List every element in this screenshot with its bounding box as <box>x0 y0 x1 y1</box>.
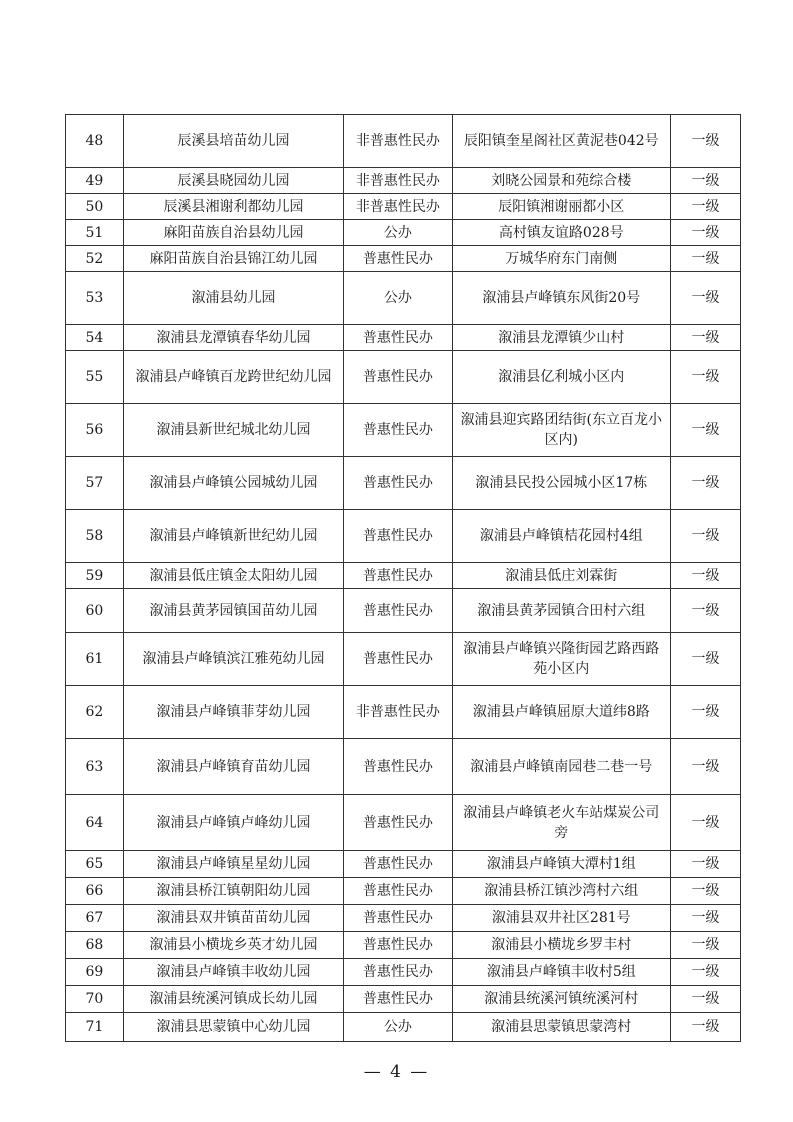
address-cell: 溆浦县龙潭镇少山村 <box>452 325 670 351</box>
row-number-cell: 66 <box>66 878 124 905</box>
row-number-cell: 71 <box>66 1013 124 1042</box>
row-number-cell: 68 <box>66 932 124 959</box>
operation-type-cell: 普惠性民办 <box>344 851 453 878</box>
kindergarten-name-cell: 溆浦县新世纪城北幼儿园 <box>123 404 343 457</box>
kindergarten-name-cell: 麻阳苗族自治县幼儿园 <box>123 220 343 246</box>
kindergarten-name-cell: 溆浦县黄茅园镇国苗幼儿园 <box>123 589 343 633</box>
row-number-cell: 61 <box>66 633 124 686</box>
table-row <box>66 851 741 878</box>
table-row <box>66 272 741 325</box>
row-number-cell: 57 <box>66 457 124 510</box>
grade-level-cell: 一级 <box>670 686 740 739</box>
row-number-cell: 65 <box>66 851 124 878</box>
kindergarten-name-cell: 溆浦县卢峰镇新世纪幼儿园 <box>123 510 343 563</box>
address-cell: 溆浦县桥江镇沙湾村六组 <box>452 878 670 905</box>
kindergarten-name-cell: 溆浦县统溪河镇成长幼儿园 <box>123 986 343 1013</box>
address-cell: 溆浦县亿利城小区内 <box>452 351 670 404</box>
kindergarten-table <box>65 114 741 1042</box>
row-number-cell: 67 <box>66 905 124 932</box>
grade-level-cell: 一级 <box>670 325 740 351</box>
kindergarten-name-cell: 溆浦县思蒙镇中心幼儿园 <box>123 1013 343 1042</box>
row-number-cell: 54 <box>66 325 124 351</box>
row-number-cell: 55 <box>66 351 124 404</box>
operation-type-cell: 公办 <box>344 220 453 246</box>
row-number-cell: 52 <box>66 246 124 272</box>
operation-type-cell: 公办 <box>344 272 453 325</box>
grade-level-cell: 一级 <box>670 272 740 325</box>
row-number-cell: 50 <box>66 194 124 220</box>
operation-type-cell: 普惠性民办 <box>344 563 453 589</box>
table-row <box>66 878 741 905</box>
table-row <box>66 1013 741 1042</box>
grade-level-cell: 一级 <box>670 194 740 220</box>
kindergarten-name-cell: 溆浦县幼儿园 <box>123 272 343 325</box>
operation-type-cell: 普惠性民办 <box>344 633 453 686</box>
kindergarten-name-cell: 辰溪县湘谢利都幼儿园 <box>123 194 343 220</box>
table-row <box>66 959 741 986</box>
operation-type-cell: 普惠性民办 <box>344 457 453 510</box>
grade-level-cell: 一级 <box>670 115 740 168</box>
grade-level-cell: 一级 <box>670 851 740 878</box>
kindergarten-name-cell: 溆浦县卢峰镇卢峰幼儿园 <box>123 795 343 851</box>
grade-level-cell: 一级 <box>670 589 740 633</box>
kindergarten-name-cell: 溆浦县卢峰镇菲芽幼儿园 <box>123 686 343 739</box>
table-row <box>66 563 741 589</box>
table-row <box>66 686 741 739</box>
grade-level-cell: 一级 <box>670 932 740 959</box>
operation-type-cell: 普惠性民办 <box>344 325 453 351</box>
grade-level-cell: 一级 <box>670 878 740 905</box>
address-cell: 溆浦县双井社区281号 <box>452 905 670 932</box>
address-cell: 溆浦县卢峰镇老火车站煤炭公司旁 <box>452 795 670 851</box>
row-number-cell: 64 <box>66 795 124 851</box>
address-cell: 溆浦县卢峰镇屈原大道纬8路 <box>452 686 670 739</box>
address-cell: 溆浦县卢峰镇桔花园村4组 <box>452 510 670 563</box>
table-row <box>66 194 741 220</box>
table-row <box>66 246 741 272</box>
operation-type-cell: 公办 <box>344 1013 453 1042</box>
address-cell: 溆浦县思蒙镇思蒙湾村 <box>452 1013 670 1042</box>
table-row <box>66 457 741 510</box>
address-cell: 溆浦县卢峰镇兴隆街园艺路西路苑小区内 <box>452 633 670 686</box>
grade-level-cell: 一级 <box>670 220 740 246</box>
address-cell: 辰阳镇湘谢丽都小区 <box>452 194 670 220</box>
grade-level-cell: 一级 <box>670 563 740 589</box>
address-cell: 辰阳镇奎星阁社区黄泥巷042号 <box>452 115 670 168</box>
grade-level-cell: 一级 <box>670 959 740 986</box>
table-row <box>66 633 741 686</box>
address-cell: 万城华府东门南侧 <box>452 246 670 272</box>
address-cell: 溆浦县统溪河镇统溪河村 <box>452 986 670 1013</box>
row-number-cell: 49 <box>66 168 124 194</box>
operation-type-cell: 非普惠性民办 <box>344 686 453 739</box>
kindergarten-name-cell: 溆浦县卢峰镇百龙跨世纪幼儿园 <box>123 351 343 404</box>
operation-type-cell: 普惠性民办 <box>344 878 453 905</box>
kindergarten-name-cell: 溆浦县卢峰镇星星幼儿园 <box>123 851 343 878</box>
grade-level-cell: 一级 <box>670 986 740 1013</box>
grade-level-cell: 一级 <box>670 739 740 795</box>
table-row <box>66 986 741 1013</box>
address-cell: 溆浦县迎宾路团结街(东立百龙小区内) <box>452 404 670 457</box>
kindergarten-name-cell: 溆浦县桥江镇朝阳幼儿园 <box>123 878 343 905</box>
grade-level-cell: 一级 <box>670 404 740 457</box>
grade-level-cell: 一级 <box>670 168 740 194</box>
operation-type-cell: 普惠性民办 <box>344 739 453 795</box>
address-cell: 溆浦县民投公园城小区17栋 <box>452 457 670 510</box>
kindergarten-name-cell: 溆浦县低庄镇金太阳幼儿园 <box>123 563 343 589</box>
operation-type-cell: 普惠性民办 <box>344 246 453 272</box>
address-cell: 溆浦县卢峰镇南园巷二巷一号 <box>452 739 670 795</box>
page-number: — 4 — <box>363 1062 430 1082</box>
grade-level-cell: 一级 <box>670 633 740 686</box>
table-row <box>66 932 741 959</box>
address-cell: 溆浦县低庄刘霖街 <box>452 563 670 589</box>
operation-type-cell: 普惠性民办 <box>344 404 453 457</box>
operation-type-cell: 普惠性民办 <box>344 905 453 932</box>
operation-type-cell: 普惠性民办 <box>344 510 453 563</box>
kindergarten-name-cell: 辰溪县培苗幼儿园 <box>123 115 343 168</box>
table-row <box>66 115 741 168</box>
operation-type-cell: 非普惠性民办 <box>344 168 453 194</box>
operation-type-cell: 普惠性民办 <box>344 351 453 404</box>
kindergarten-name-cell: 溆浦县卢峰镇丰收幼儿园 <box>123 959 343 986</box>
address-cell: 溆浦县黄茅园镇合田村六组 <box>452 589 670 633</box>
table-row <box>66 589 741 633</box>
grade-level-cell: 一级 <box>670 905 740 932</box>
table-row <box>66 351 741 404</box>
kindergarten-name-cell: 溆浦县卢峰镇育苗幼儿园 <box>123 739 343 795</box>
operation-type-cell: 非普惠性民办 <box>344 194 453 220</box>
kindergarten-name-cell: 麻阳苗族自治县锦江幼儿园 <box>123 246 343 272</box>
operation-type-cell: 普惠性民办 <box>344 795 453 851</box>
kindergarten-name-cell: 辰溪县晓园幼儿园 <box>123 168 343 194</box>
operation-type-cell: 普惠性民办 <box>344 932 453 959</box>
address-cell: 溆浦县卢峰镇东风街20号 <box>452 272 670 325</box>
kindergarten-name-cell: 溆浦县卢峰镇滨江雅苑幼儿园 <box>123 633 343 686</box>
operation-type-cell: 非普惠性民办 <box>344 115 453 168</box>
table-row <box>66 905 741 932</box>
address-cell: 溆浦县卢峰镇丰收村5组 <box>452 959 670 986</box>
row-number-cell: 59 <box>66 563 124 589</box>
operation-type-cell: 普惠性民办 <box>344 959 453 986</box>
row-number-cell: 62 <box>66 686 124 739</box>
address-cell: 溆浦县小横垅乡罗丰村 <box>452 932 670 959</box>
operation-type-cell: 普惠性民办 <box>344 986 453 1013</box>
row-number-cell: 53 <box>66 272 124 325</box>
address-cell: 刘晓公园景和苑综合楼 <box>452 168 670 194</box>
row-number-cell: 56 <box>66 404 124 457</box>
grade-level-cell: 一级 <box>670 795 740 851</box>
kindergarten-name-cell: 溆浦县卢峰镇公园城幼儿园 <box>123 457 343 510</box>
table-row <box>66 168 741 194</box>
table-row <box>66 404 741 457</box>
table-row <box>66 220 741 246</box>
address-cell: 溆浦县卢峰镇大潭村1组 <box>452 851 670 878</box>
kindergarten-name-cell: 溆浦县小横垅乡英才幼儿园 <box>123 932 343 959</box>
table-row <box>66 510 741 563</box>
address-cell: 高村镇友谊路028号 <box>452 220 670 246</box>
row-number-cell: 60 <box>66 589 124 633</box>
grade-level-cell: 一级 <box>670 351 740 404</box>
row-number-cell: 48 <box>66 115 124 168</box>
row-number-cell: 70 <box>66 986 124 1013</box>
row-number-cell: 63 <box>66 739 124 795</box>
kindergarten-name-cell: 溆浦县双井镇苗苗幼儿园 <box>123 905 343 932</box>
grade-level-cell: 一级 <box>670 457 740 510</box>
row-number-cell: 51 <box>66 220 124 246</box>
kindergarten-table-body <box>66 115 741 1042</box>
row-number-cell: 69 <box>66 959 124 986</box>
table-row <box>66 325 741 351</box>
grade-level-cell: 一级 <box>670 1013 740 1042</box>
kindergarten-name-cell: 溆浦县龙潭镇春华幼儿园 <box>123 325 343 351</box>
row-number-cell: 58 <box>66 510 124 563</box>
grade-level-cell: 一级 <box>670 246 740 272</box>
table-row <box>66 795 741 851</box>
table-row <box>66 739 741 795</box>
grade-level-cell: 一级 <box>670 510 740 563</box>
operation-type-cell: 普惠性民办 <box>344 589 453 633</box>
